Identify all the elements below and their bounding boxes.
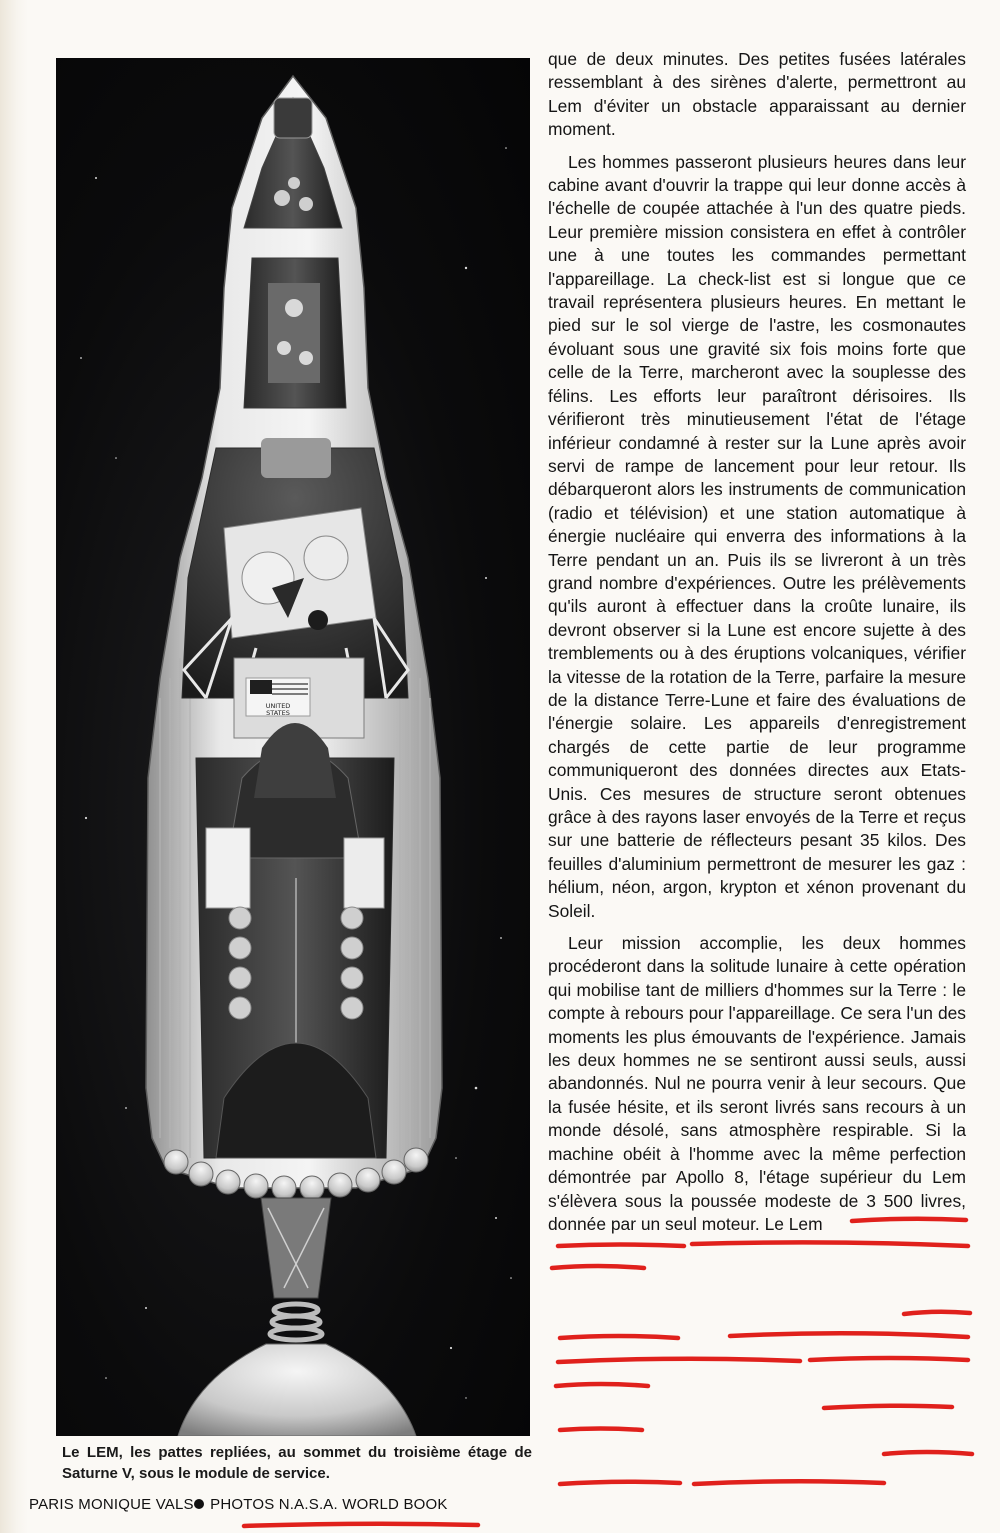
underline-mark <box>556 1384 648 1386</box>
photo-credit <box>29 1496 509 1513</box>
underline-mark <box>810 1358 968 1360</box>
credit-source: PHOTOS N.A.S.A. WORLD BOOK <box>210 1496 448 1513</box>
underline-mark <box>884 1452 972 1454</box>
paragraph-2: Les hommes passeront plusieurs heures dans leur cabine avant d'ouvrir la trappe qui leur donne accès à l'échelle de coupée attachée à l'un des quatre pieds. Leur première mission consistera en effet à contrôler une à une toutes les commandes permettant l'appareillage. La check-list est si longue que ce travail représentera plusieurs heures. En mettant le pied sur le sol vierge de l'astre, les cosmonautes évoluant sous une gravité six fois moins forte que celle de la Terre, marcheront avec la souplesse des félins. Les efforts leur paraîtront dérisoires. Ils vérifieront très minutieusement l'état de l'étage inférieur condamné à rester sur la Lune après avoir servi de rampe de lancement pour leur retour. Ils débarqueront alors les instruments de communication (radio et télévision) et une station automatique à énergie nucléaire qui enverra des informations à la Terre pendant un an. Puis ils se livreront à un très grand nombre d'expériences. Outre les prélèvements qu'ils auront à effectuer dans la croûte lunaire, ils devront observer si la Lune est encore sujette à des tremblements ou à des éruptions volcaniques, vérifier la vitesse de la rotation de la Terre, parfaire la mesure de la distance Terre-Lune et faire des évaluations de l'énergie solaire. Les appareils d'enregistrement chargés de cette partie de leur programme communiqueront des données directes aux Etats-Unis. Ces mesures de structure seront obtenues grâce à des rayons laser envoyés de la Terre et reçus sur une batterie de réflecteurs pesant 35 kilos. Des feuilles d'aluminium permettront de mesurer les gaz : hélium, néon, argon, krypton et xénon provenant du Soleil. <box>548 151 966 921</box>
page-edge <box>0 0 28 1533</box>
underline-mark <box>560 1482 680 1484</box>
underline-mark <box>558 1359 800 1362</box>
underline-mark <box>694 1481 884 1484</box>
paragraph-1: que de deux minutes. Des petites fusées latérales ressemblant à des sirènes d'alerte, permettront au Lem d'éviter un obstacle apparaissant au dernier moment. <box>548 49 966 140</box>
rocket-drawing <box>56 58 530 1436</box>
underline-mark <box>560 1429 642 1431</box>
bullet-icon <box>194 1499 204 1509</box>
underline-mark <box>904 1312 970 1314</box>
article-column <box>548 48 966 1245</box>
flag-label-united: UNITED <box>265 702 291 710</box>
paragraph-3: Leur mission accomplie, les deux hommes procéderont dans la solitude lunaire à cette opération qui mobilise tant de milliers d'hommes sur la Terre : le compte à rebours pour l'appareillage. Ce sera l'un des moments les plus émouvants de l'expérience. Jamais les deux hommes ne se sentiront aussi seuls, aussi abandonnés. Nul ne pourra venir à leur secours. Que la fusée hésite, et ils seront livrés sans recours à un monde désolé, sans atmosphère respirable. Si la machine obéit à l'homme avec la même perfection démontrée par Apollo 8, l'étage supérieur du Lem s'élèvera sous la poussée modeste de 3 500 livres, donnée par un seul moteur. Le Lem <box>548 933 966 1234</box>
rocket-cutaway-illustration <box>56 58 530 1436</box>
underline-mark <box>824 1406 952 1408</box>
underline-mark <box>244 1524 478 1526</box>
photo-caption: Le LEM, les pattes repliées, au sommet du troisième étage de Saturne V, sous le module de service. <box>62 1444 532 1482</box>
credit-author: PARIS MONIQUE VALS <box>29 1496 194 1513</box>
underline-mark <box>560 1336 678 1338</box>
underline-mark <box>730 1333 968 1337</box>
underline-mark <box>552 1266 644 1268</box>
engine-coils <box>270 1304 322 1340</box>
flag-label-states: STATES <box>266 709 290 717</box>
